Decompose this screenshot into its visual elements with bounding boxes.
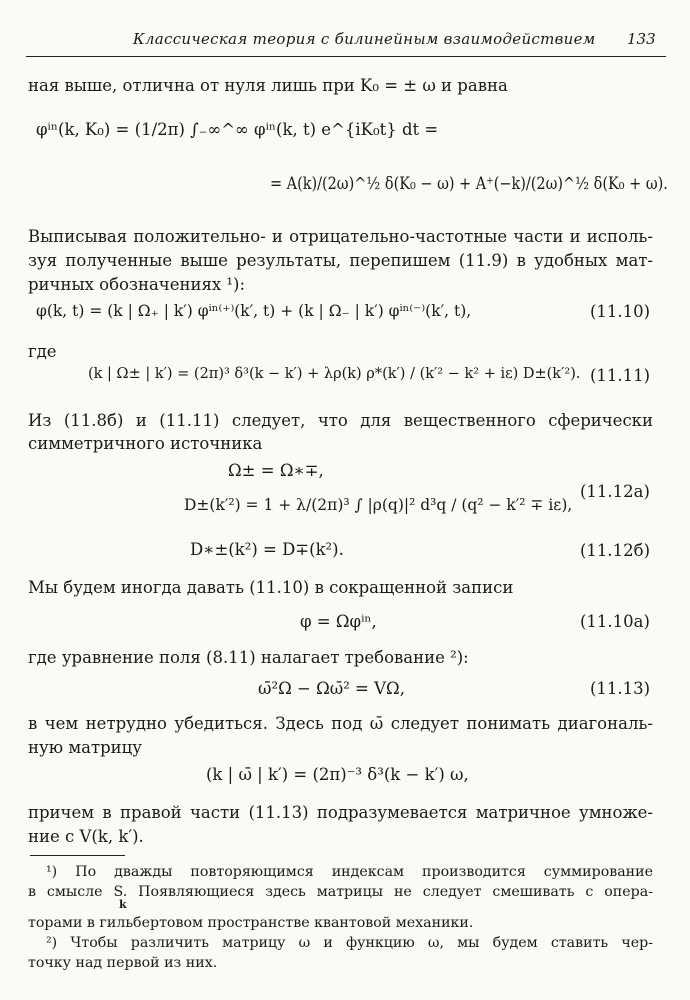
running-title: Классическая теория с билинейным взаимодействием <box>133 30 596 48</box>
equation-number: (11.10) <box>590 302 651 321</box>
equation-11-10: φ(k, t) = (k | Ω₊ | k′) φⁱⁿ⁽⁺⁾(k′, t) + (k | Ω₋ | k′) φⁱⁿ⁽⁻⁾(k′, t), <box>36 302 472 320</box>
equation-number: (11.13) <box>590 679 651 698</box>
equation-number: (11.12б) <box>580 541 651 560</box>
footnote-1-line: ¹) По дважды повторяющимся индексам производится суммирование <box>46 864 653 880</box>
equation-omega-relation: Ω± = Ω∗∓, <box>228 461 324 480</box>
equation-fourier-line1: φⁱⁿ(k, K₀) = (1/2π) ∫₋∞^∞ φⁱⁿ(k, t) e^{iK₀t} dt = <box>36 120 439 139</box>
equation-11-11: (k | Ω± | k′) = (2π)³ δ³(k − k′) + λρ(k) ρ*(k′) / (k′² − k² + iε) D±(k′²). <box>88 366 581 382</box>
equation-11-13: ω̄²Ω − Ωω̄² = VΩ, <box>258 679 405 698</box>
paragraph-line: ричных обозначениях ¹): <box>28 275 246 294</box>
paragraph-line: Мы будем иногда давать (11.10) в сокращенной записи <box>28 578 514 597</box>
equation-diagonal-matrix: (k | ω̄ | k′) = (2π)⁻³ δ³(k − k′) ω, <box>206 765 469 784</box>
footnote-rule <box>30 855 125 856</box>
equation-fourier-line2: = A(k)/(2ω)^½ δ(K₀ − ω) + A⁺(−k)/(2ω)^½ δ(K₀ + ω). <box>270 174 668 193</box>
paragraph-line: ную матрицу <box>28 738 142 757</box>
footnote-2-line: ²) Чтобы различить матрицу ω и функцию ω, мы будем ставить чер- <box>46 935 653 951</box>
paragraph-line: Из (11.8б) и (11.11) следует, что для вещественного сферически <box>28 411 653 430</box>
paragraph-line: ная выше, отлична от нуля лишь при K₀ = ± ω и равна <box>28 76 508 95</box>
footnote-1-subscript: k <box>119 898 127 911</box>
page-number: 133 <box>627 30 656 48</box>
equation-11-10a: φ = Ωφⁱⁿ, <box>300 612 377 631</box>
equation-number: (11.11) <box>590 366 651 385</box>
paragraph-line: ние с V(k, k′). <box>28 827 144 846</box>
paragraph-line: Выписывая положительно- и отрицательно-частотные части и исполь- <box>28 227 653 246</box>
equation-number: (11.10а) <box>580 612 650 631</box>
paragraph-line: симметричного источника <box>28 434 263 453</box>
equation-number: (11.12а) <box>580 482 650 501</box>
footnote-1-line: торами в гильбертовом пространстве квантовой механики. <box>28 915 474 931</box>
equation-11-12a: D±(k′²) = 1 + λ/(2π)³ ∫ |ρ(q)|² d³q / (q² − k′² ∓ iε), <box>184 496 573 514</box>
paragraph-line: в чем нетрудно убедиться. Здесь под ω̄ следует понимать диагональ- <box>28 714 653 733</box>
footnote-2-line: точку над первой из них. <box>28 955 218 971</box>
paragraph-line: где уравнение поля (8.11) налагает требование ²): <box>28 648 469 667</box>
equation-11-12b: D∗±(k²) = D∓(k²). <box>190 540 344 559</box>
paragraph-line: где <box>28 342 57 361</box>
paragraph-line: зуя полученные выше результаты, перепишем (11.9) в удобных мат- <box>28 251 653 270</box>
paragraph-line: причем в правой части (11.13) подразумевается матричное умноже- <box>28 803 653 822</box>
footnote-1-line: в смысле S. Появляющиеся здесь матрицы не следует смешивать с опера- <box>28 884 653 900</box>
header-rule <box>26 56 666 57</box>
